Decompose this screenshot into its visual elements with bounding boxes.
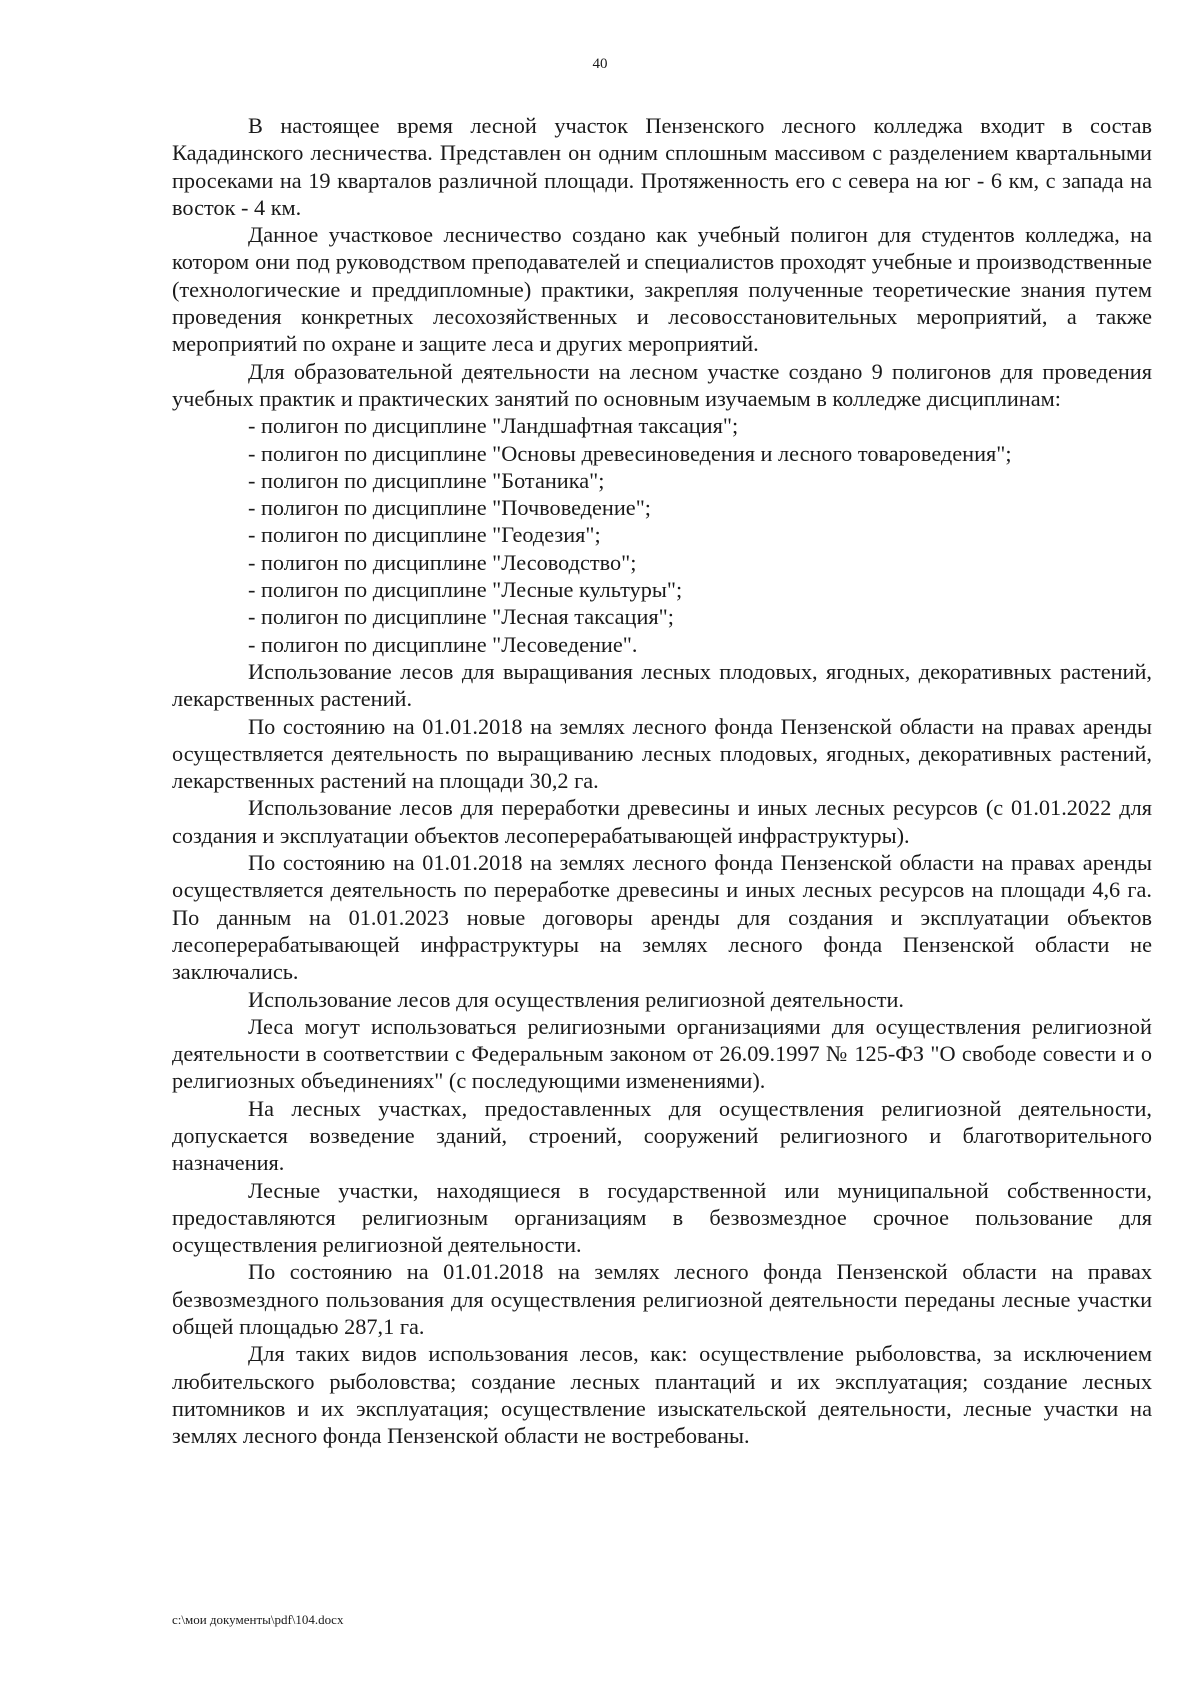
paragraph: Для таких видов использования лесов, как: осуществление рыболовства, за исключением любительского рыболовства; создание лесных плантаций и их эксплуатация; создание лесных питомников и их эксплуатация; осуществление изыскательской деятельности, лесные участки на землях лесного фонда Пензенской области не востребованы. <box>172 1341 1152 1449</box>
paragraph: В настоящее время лесной участок Пензенского лесного колледжа входит в состав Кададинского лесничества. Представлен он одним сплошным массивом с разделением квартальными просеками на 19 кварталов различной площади. Протяженность его с севера на юг - 6 км, с запада на восток - 4 км. <box>172 113 1152 220</box>
paragraph: По состоянию на 01.01.2018 на землях лесного фонда Пензенской области на правах аренды осуществляется деятельность по выращиванию лесных плодовых, ягодных, декоративных растений, лекарственных растений на площади 30,2 га. <box>172 713 1152 794</box>
paragraph: На лесных участках, предоставленных для осуществления религиозной деятельности, допускается возведение зданий, строений, сооружений религиозного и благотворительного назначения. <box>172 1095 1152 1176</box>
list-item: - полигон по дисциплине "Почвоведение"; <box>248 495 651 521</box>
paragraph: Для образовательной деятельности на лесном участке создано 9 полигонов для проведения учебных практик и практических занятий по основным изучаемым в колледже дисциплинам: <box>172 358 1152 411</box>
list-item: - полигон по дисциплине "Лесоводство"; <box>248 549 637 575</box>
list-item: - полигон по дисциплине "Ботаника"; <box>248 467 605 493</box>
list-item: - полигон по дисциплине "Лесоведение". <box>248 631 638 657</box>
paragraph: Использование лесов для осуществления религиозной деятельности. <box>248 986 905 1012</box>
page-number: 40 <box>592 56 608 72</box>
list-item: - полигон по дисциплине "Ландшафтная таксация"; <box>248 413 739 439</box>
paragraph: По состоянию на 01.01.2018 на землях лесного фонда Пензенской области на правах безвозмездного пользования для осуществления религиозной деятельности переданы лесные участки общей площадью 287,1 га. <box>172 1259 1152 1340</box>
paragraph: По состоянию на 01.01.2018 на землях лесного фонда Пензенской области на правах аренды осуществляется деятельность по переработке древесины и иных лесных ресурсов на площади 4,6 га. По данным на 01.01.2023 новые договоры аренды для создания и эксплуатации объектов лесоперерабатывающей инфраструктуры на землях лесного фонда Пензенской области не заключались. <box>172 850 1152 985</box>
list-item: - полигон по дисциплине "Лесные культуры"; <box>248 577 683 603</box>
paragraph: Использование лесов для переработки древесины и иных лесных ресурсов (с 01.01.2022 для создания и эксплуатации объектов лесоперерабатывающей инфраструктуры). <box>172 795 1152 848</box>
paragraph: Использование лесов для выращивания лесных плодовых, ягодных, декоративных растений, лекарственных растений. <box>172 658 1152 712</box>
body-text <box>172 112 1152 1450</box>
footer-file-path: c:\мои документы\pdf\104.docx <box>172 1612 344 1627</box>
list-item: - полигон по дисциплине "Геодезия"; <box>248 522 601 548</box>
paragraph: Лесные участки, находящиеся в государственной или муниципальной собственности, предоставляются религиозным организациям в безвозмездное срочное пользование для осуществления религиозной деятельности. <box>172 1177 1152 1258</box>
polygon-list <box>172 412 1152 658</box>
paragraph: Данное участковое лесничество создано как учебный полигон для студентов колледжа, на котором они под руководством преподавателей и специалистов проходят учебные и производственные (технологические и преддипломные) практики, закрепляя полученные теоретические знания путем проведения конкретных лесохозяйственных и лесовосстановительных мероприятий, а также мероприятий по охране и защите леса и других мероприятий. <box>172 222 1152 357</box>
paragraph: Леса могут использоваться религиозными организациями для осуществления религиозной деятельности в соответствии с Федеральным законом от 26.09.1997 № 125-ФЗ "О свободе совести и о религиозных объединениях" (с последующими изменениями). <box>172 1013 1152 1094</box>
list-item: - полигон по дисциплине "Основы древесиноведения и лесного товароведения"; <box>248 440 1012 466</box>
list-item: - полигон по дисциплине "Лесная таксация"; <box>248 604 674 630</box>
